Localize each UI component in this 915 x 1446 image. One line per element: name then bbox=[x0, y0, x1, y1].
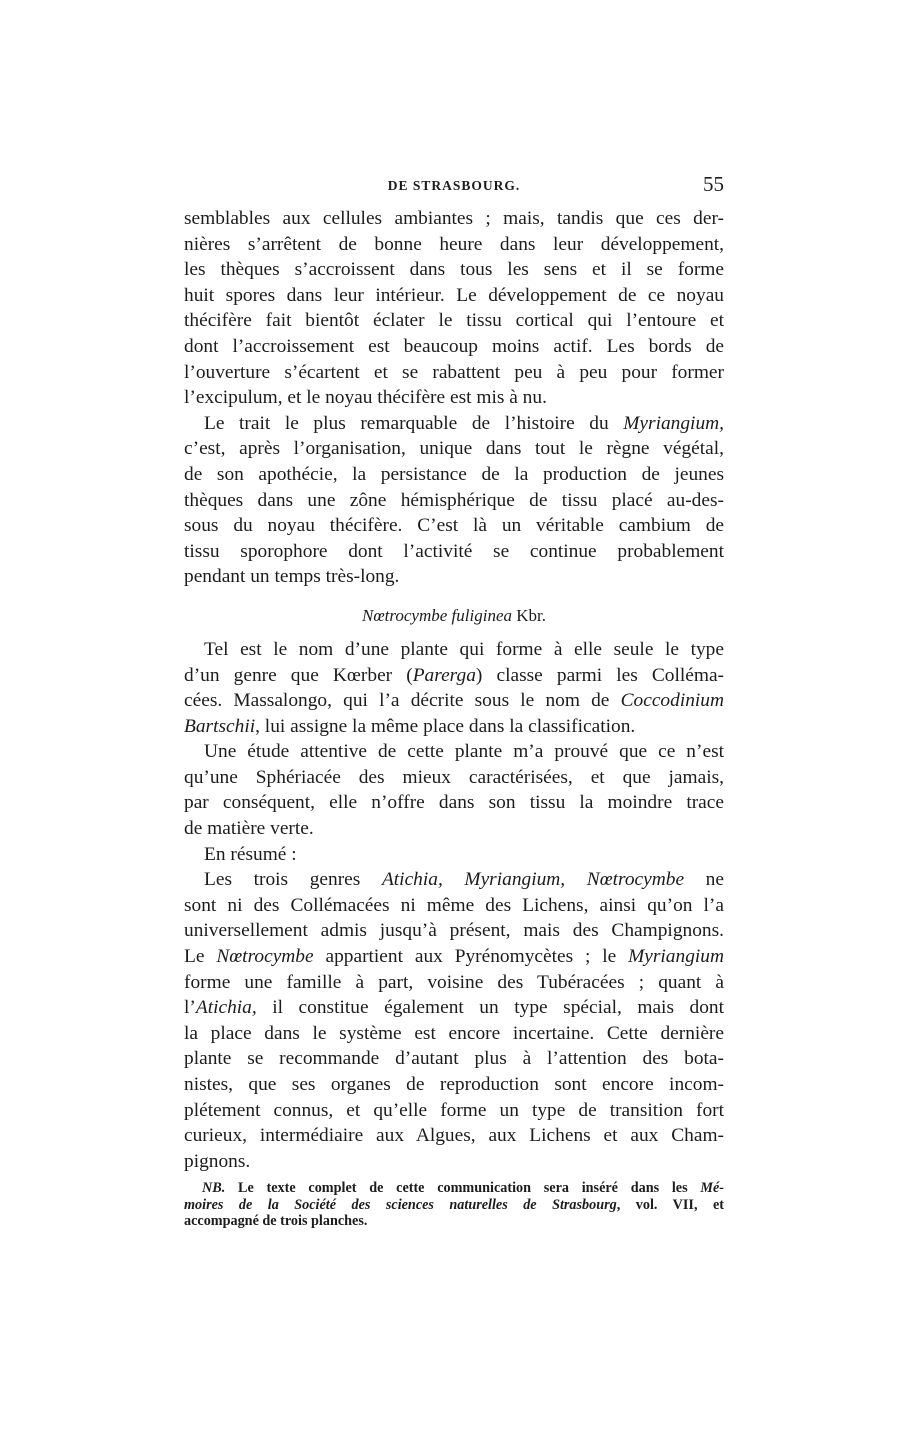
text-line: sous du noyau thécifère. C’est là un véritable cambium de bbox=[184, 515, 724, 537]
text-line: l’excipulum, et le noyau thécifère est mis à nu. bbox=[184, 387, 547, 409]
text-line bbox=[184, 663, 724, 689]
text-line: semblables aux cellules ambiantes ; mais, tandis que ces der- bbox=[184, 208, 724, 229]
section-author: Kbr. bbox=[512, 605, 546, 625]
text-run: , lui assigne la même place dans la classification. bbox=[255, 715, 636, 737]
text-run: d’un genre que Kœrber ( bbox=[184, 664, 413, 686]
text-line: de son apothécie, la persistance de la production de jeunes bbox=[184, 463, 724, 485]
page-header bbox=[184, 170, 724, 206]
text-line: curieux, intermédiaire aux Algues, aux Lichens et aux Cham- bbox=[184, 1125, 724, 1147]
text-line: qu’une Sphériacée des mieux caractérisées, et que jamais, bbox=[184, 766, 724, 788]
text-line: pignons. bbox=[184, 1150, 251, 1172]
text-run: Les trois genres bbox=[204, 869, 382, 891]
paragraph-4 bbox=[184, 739, 724, 841]
text-line bbox=[184, 1180, 724, 1197]
text-line: nistes, que ses organes de reproduction sont encore incom- bbox=[184, 1074, 724, 1095]
text-line: universellement admis jusqu’à présent, mais des Champignons. bbox=[184, 920, 724, 942]
text-run: ne bbox=[684, 869, 724, 891]
text-line bbox=[184, 411, 724, 437]
text-line: plétement connus, et qu’elle forme un type de transition fort bbox=[184, 1099, 724, 1121]
text-line: pendant un temps très-long. bbox=[184, 566, 400, 588]
text-line: la place dans le système est encore incertaine. Cette dernière bbox=[184, 1022, 724, 1044]
italic-run: Myriangium, bbox=[623, 412, 724, 434]
italic-run: Bartschii bbox=[184, 715, 256, 737]
text-line: thèques dans une zône hémisphérique de tissu placé au-des- bbox=[184, 489, 724, 511]
text-line: sont ni des Collémacées ni même des Lichens, ainsi qu’on l’a bbox=[184, 894, 724, 916]
italic-run: Atichia, Myriangium, Nœtrocymbe bbox=[381, 869, 685, 891]
italic-run: Atichia, bbox=[195, 997, 257, 1019]
text-line bbox=[184, 714, 724, 740]
paragraph-3 bbox=[184, 637, 724, 739]
text-line bbox=[184, 995, 724, 1021]
text-line: c’est, après l’organisation, unique dans tout le règne végétal, bbox=[184, 438, 724, 460]
text-line bbox=[184, 1197, 724, 1214]
text-run: ) classe parmi les Colléma- bbox=[475, 664, 725, 686]
text-line bbox=[184, 867, 724, 893]
italic-run: Coccodinium bbox=[620, 690, 724, 712]
text-line: de matière verte. bbox=[184, 818, 314, 840]
text-line: par conséquent, elle n’offre dans son tissu la moindre trace bbox=[184, 792, 724, 814]
text-line: accompagné de trois planches. bbox=[184, 1213, 368, 1230]
text-line: thécifère fait bientôt éclater le tissu cortical qui l’entoure et bbox=[184, 310, 724, 332]
text-line: Une étude attentive de cette plante m’a prouvé que ce n’est bbox=[204, 741, 724, 763]
text-run: cées. Massalongo, qui l’a décrite sous le nom de bbox=[184, 690, 621, 712]
text-line: tissu sporophore dont l’activité se continue probablement bbox=[184, 540, 724, 562]
text-run: l’ bbox=[184, 997, 196, 1019]
paragraph-1 bbox=[184, 206, 724, 411]
page-number: 55 bbox=[703, 172, 724, 196]
text-line: huit spores dans leur intérieur. Le développement de ce noyau bbox=[184, 284, 724, 306]
footnote bbox=[184, 1180, 724, 1230]
paragraph-2 bbox=[184, 411, 724, 590]
text-run: Le trait le plus remarquable de l’histoire du bbox=[204, 412, 624, 434]
italic-run: Mé- bbox=[700, 1180, 724, 1197]
text-run: , vol. VII, et bbox=[616, 1196, 724, 1213]
text-line: nières s’arrêtent de bonne heure dans leur développement, bbox=[184, 233, 724, 255]
text-line: forme une famille à part, voisine des Tubéracées ; quant à bbox=[184, 971, 724, 993]
text-line bbox=[184, 944, 724, 970]
book-page bbox=[184, 170, 724, 1230]
text-run: il constitue également un type spécial, mais dont bbox=[256, 997, 724, 1019]
section-heading bbox=[184, 604, 724, 628]
text-line: plante se recommande d’autant plus à l’attention des bota- bbox=[184, 1048, 724, 1070]
italic-run: moires de la Société des sciences naturelles de Strasbourg bbox=[184, 1196, 617, 1213]
text-line: Tel est le nom d’une plante qui forme à elle seule le type bbox=[204, 638, 724, 660]
text-line: les thèques s’accroissent dans tous les sens et il se forme bbox=[184, 259, 724, 281]
text-run: Le bbox=[184, 946, 217, 968]
running-title: DE STRASBOURG. bbox=[387, 178, 521, 193]
section-species-name: Nœtrocymbe fuliginea bbox=[362, 605, 512, 625]
paragraph-5 bbox=[184, 842, 724, 868]
italic-run: NB. bbox=[202, 1180, 226, 1197]
text-line: l’ouverture s’écartent et se rabattent peu à peu pour former bbox=[184, 361, 724, 383]
text-line: dont l’accroissement est beaucoup moins actif. Les bords de bbox=[184, 335, 724, 357]
italic-run: Parerga bbox=[412, 664, 476, 686]
text-run: appartient aux Pyrénomycètes ; le bbox=[313, 946, 629, 968]
italic-run: Nœtrocymbe bbox=[216, 946, 314, 968]
text-line bbox=[184, 688, 724, 714]
text-run: Le texte complet de cette communication sera inséré dans les bbox=[225, 1180, 701, 1197]
italic-run: Myriangium bbox=[628, 946, 724, 968]
text-line: En résumé : bbox=[204, 843, 297, 865]
paragraph-6 bbox=[184, 867, 724, 1174]
